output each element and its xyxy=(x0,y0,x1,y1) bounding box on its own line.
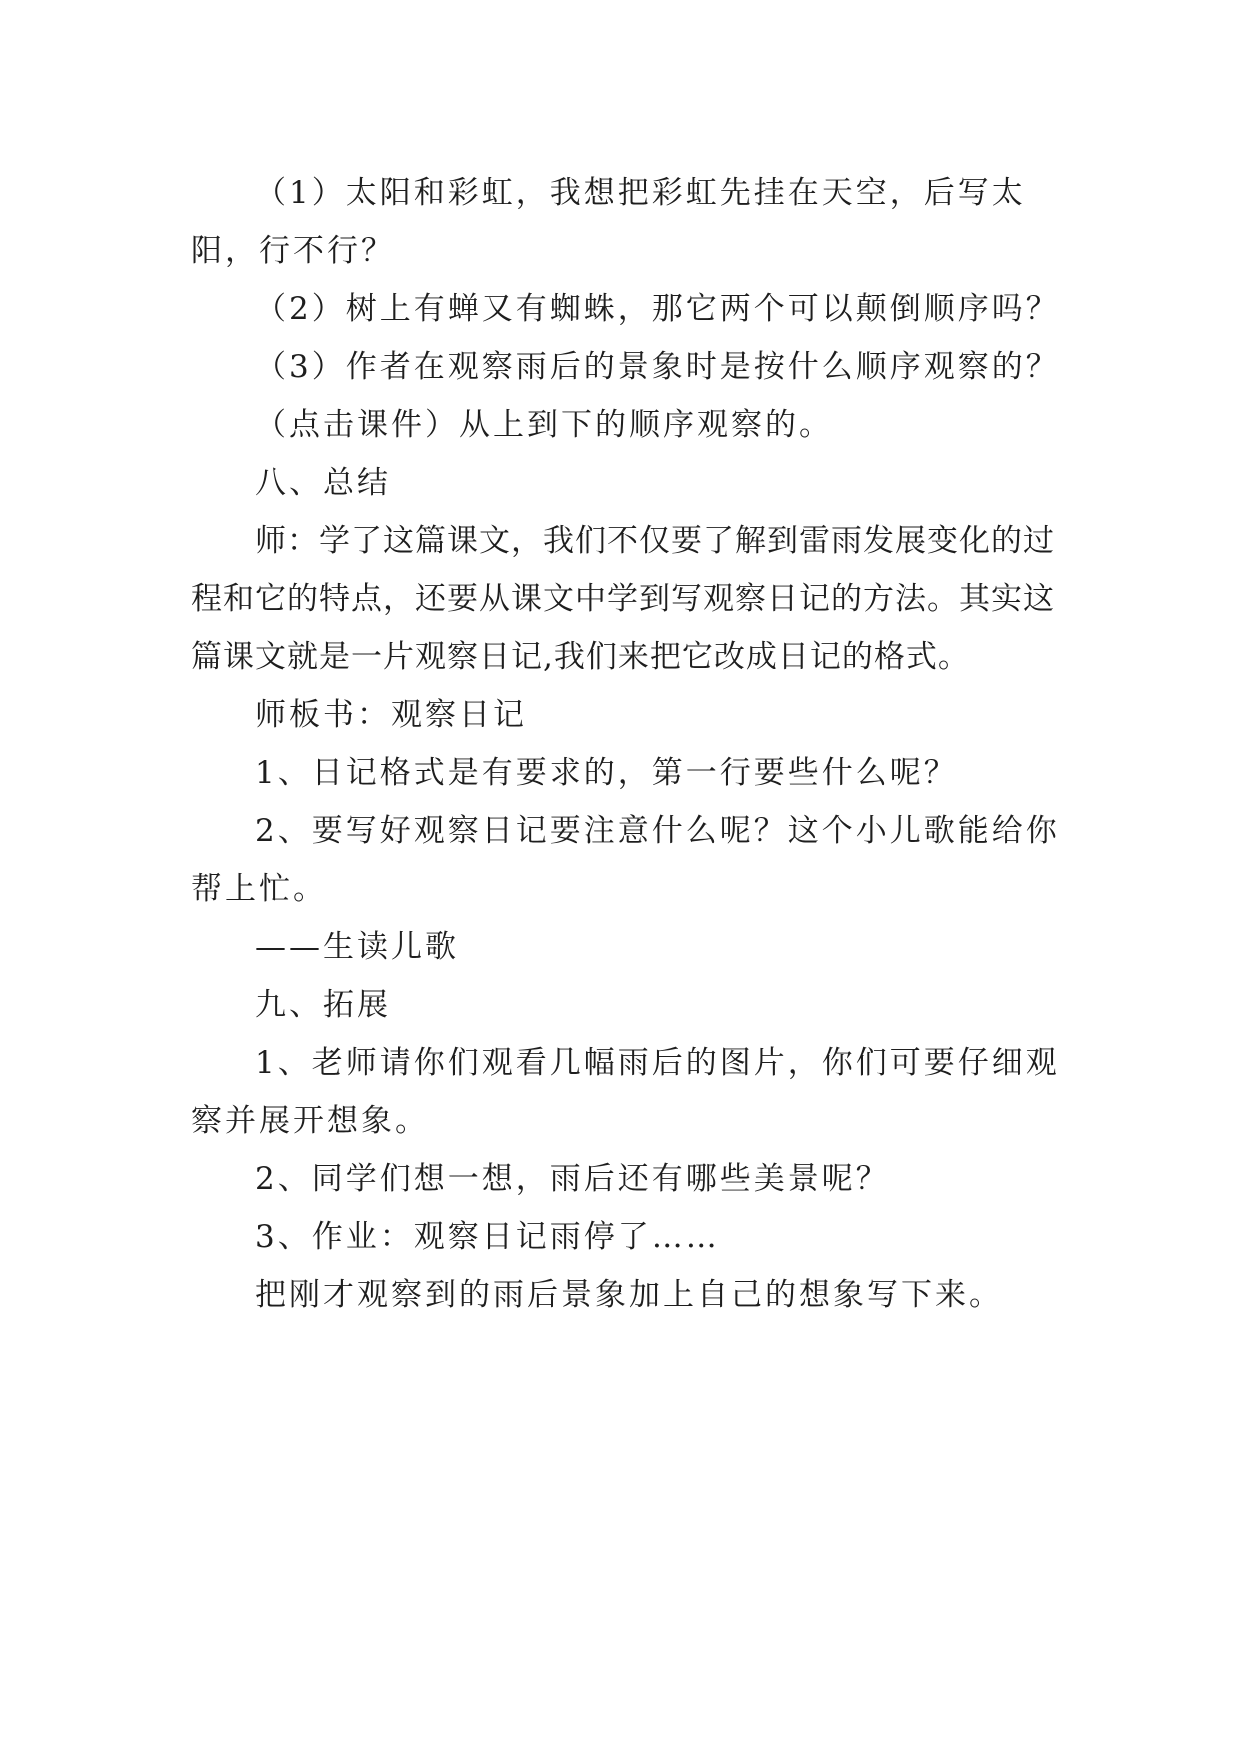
paragraph-think-scenery: 2、同学们想一想，雨后还有哪些美景呢？ xyxy=(255,1161,890,1197)
paragraph-question-2: （2）树上有蝉又有蜘蛛，那它两个可以颠倒顺序吗？ xyxy=(255,291,1060,327)
paragraph-teacher-summary: 师：学了这篇课文，我们不仅要了解到雷雨发展变化的过程和它的特点，还要从课文中学到写观察日记的方法。其实这篇课文就是一片观察日记,我们来把它改成日记的格式。 xyxy=(191,523,1055,675)
section-heading-summary: 八、总结 xyxy=(255,465,391,501)
paragraph-observe-pictures: 1、老师请你们观看几幅雨后的图片，你们可要仔细观察并展开想象。 xyxy=(191,1045,1060,1139)
document-body xyxy=(191,164,1071,1324)
paragraph-diary-format: 1、日记格式是有要求的，第一行要些什么呢？ xyxy=(255,755,958,791)
paragraph-question-1: （1）太阳和彩虹，我想把彩虹先挂在天空，后写太阳，行不行？ xyxy=(191,175,1026,269)
paragraph-read-song: ——生读儿歌 xyxy=(255,929,459,965)
section-heading-extension: 九、拓展 xyxy=(255,987,391,1023)
paragraph-question-3: （3）作者在观察雨后的景象时是按什么顺序观察的？ xyxy=(255,349,1060,385)
paragraph-write-down: 把刚才观察到的雨后景象加上自己的想象写下来。 xyxy=(255,1277,1003,1313)
paragraph-homework: 3、作业：观察日记雨停了…… xyxy=(255,1219,720,1255)
paragraph-answer: （点击课件）从上到下的顺序观察的。 xyxy=(255,407,833,443)
paragraph-diary-tips: 2、要写好观察日记要注意什么呢？这个小儿歌能给你帮上忙。 xyxy=(191,813,1060,907)
paragraph-blackboard: 师板书：观察日记 xyxy=(255,697,527,733)
